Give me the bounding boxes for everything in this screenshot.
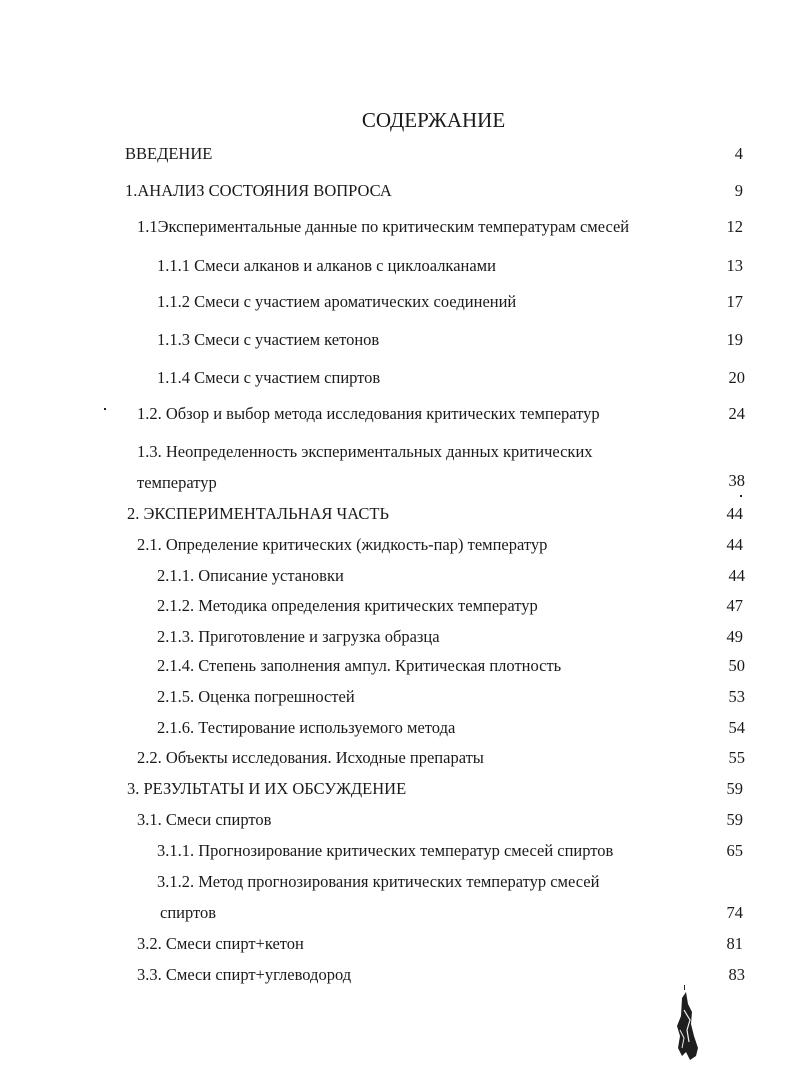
toc-entry-text: 2. ЭКСПЕРИМЕНТАЛЬНАЯ ЧАСТЬ xyxy=(127,504,389,523)
toc-entry-page: 54 xyxy=(728,718,745,737)
toc-entry-text: 1.АНАЛИЗ СОСТОЯНИЯ ВОПРОСА xyxy=(125,181,392,200)
toc-entry-text: спиртов xyxy=(160,903,217,922)
toc-entry-page: 9 xyxy=(734,181,743,200)
toc-entry-page: 83 xyxy=(728,965,745,984)
toc-entry-page: 44 xyxy=(726,535,743,554)
toc-entry-text: 2.1.5. Оценка погрешностей xyxy=(157,687,355,706)
toc-entry-page: 4 xyxy=(734,144,743,163)
toc-entry-text: 2.1.4. Степень заполнения ампул. Критическая плотность xyxy=(157,656,562,675)
toc-entry-text: 3. РЕЗУЛЬТАТЫ И ИХ ОБСУЖДЕНИЕ xyxy=(127,779,407,798)
toc-entry-page: 20 xyxy=(728,368,745,387)
toc-entry-page: 13 xyxy=(726,256,743,275)
toc-entry-text: 2.2. Объекты исследования. Исходные препараты xyxy=(137,748,484,767)
toc-entry-page: 50 xyxy=(728,656,745,675)
toc-entry-page: 81 xyxy=(726,934,743,953)
toc-entry-page: 74 xyxy=(726,903,743,922)
toc-entry-text: 2.1.6. Тестирование используемого метода xyxy=(157,718,456,737)
toc-entry-text: 2.1. Определение критических (жидкость-пар) температур xyxy=(137,535,548,554)
toc-entry-page: 47 xyxy=(726,596,743,615)
toc-entry-text: 3.2. Смеси спирт+кетон xyxy=(137,934,304,953)
toc-entry-text: 2.1.2. Методика определения критических температур xyxy=(157,596,538,615)
toc-entry-text: 1.1.3 Смеси с участием кетонов xyxy=(157,330,380,349)
toc-entry-text: 1.3. Неопределенность экспериментальных данных критических xyxy=(137,442,593,461)
toc-entry-page: 38 xyxy=(728,471,745,490)
toc-entry-text: 3.1.2. Метод прогнозирования критических температур смесей xyxy=(157,872,600,891)
toc-entry-page: 24 xyxy=(728,404,745,423)
toc-entry-text: 3.3. Смеси спирт+углеводород xyxy=(137,965,352,984)
toc-entry-page: 19 xyxy=(726,330,743,349)
toc-entry-page: 59 xyxy=(726,810,743,829)
toc-entry-page: 65 xyxy=(726,841,743,860)
toc-entry-text: 3.1. Смеси спиртов xyxy=(137,810,272,829)
toc-entry-text: ВВЕДЕНИЕ xyxy=(125,144,213,163)
toc-entry-text: температур xyxy=(137,473,217,492)
toc-entry-page: 59 xyxy=(726,779,743,798)
toc-entry-page: 55 xyxy=(728,748,745,767)
toc-entry-text: 1.1.1 Смеси алканов и алканов с циклоалканами xyxy=(157,256,496,275)
toc-entry-page: 12 xyxy=(726,217,743,236)
toc-entry-page: 44 xyxy=(728,566,745,585)
toc-entry-page: 17 xyxy=(726,292,743,311)
toc-entry-text: 2.1.3. Приготовление и загрузка образца xyxy=(157,627,440,646)
toc-entry-text: 1.1.2 Смеси с участием ароматических соединений xyxy=(157,292,517,311)
toc-entry-page: 53 xyxy=(728,687,745,706)
toc-entry-page: 44 xyxy=(726,504,743,523)
toc-entry-text: 3.1.1. Прогнозирование критических температур смесей спиртов xyxy=(157,841,614,860)
scan-speck xyxy=(104,408,106,410)
page-title: СОДЕРЖАНИЕ xyxy=(361,108,506,132)
ink-smudge xyxy=(660,990,710,1070)
toc-entry-text: 1.2. Обзор и выбор метода исследования критических температур xyxy=(137,404,600,423)
scan-speck xyxy=(740,495,742,497)
toc-entry-text: 1.1.4 Смеси с участием спиртов xyxy=(157,368,381,387)
toc-entry-text: 1.1Экспериментальные данные по критическим температурам смесей xyxy=(137,217,630,236)
toc-entry-page: 49 xyxy=(726,627,743,646)
toc-entry-text: 2.1.1. Описание установки xyxy=(157,566,344,585)
